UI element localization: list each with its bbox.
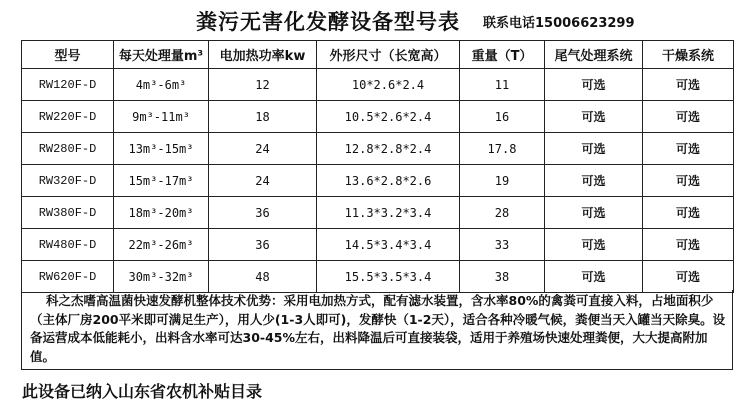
cell-heating-power: 12: [209, 69, 317, 101]
cell-daily-capacity: 30m³-32m³: [114, 261, 209, 293]
cell-drying-system: 可选: [643, 69, 734, 101]
table-row: [22, 197, 734, 229]
cell-model: RW120F-D: [22, 69, 114, 101]
cell-model: RW220F-D: [22, 101, 114, 133]
header-model: 型号: [22, 41, 114, 69]
cell-dimensions: 11.3*3.2*3.4: [317, 197, 460, 229]
cell-heating-power: 24: [209, 165, 317, 197]
cell-model: RW280F-D: [22, 133, 114, 165]
cell-model: RW320F-D: [22, 165, 114, 197]
cell-model: RW480F-D: [22, 229, 114, 261]
cell-drying-system: 可选: [643, 261, 734, 293]
table-row: [22, 261, 734, 293]
title-row: [0, 6, 750, 34]
cell-daily-capacity: 22m³-26m³: [114, 229, 209, 261]
cell-weight: 16: [460, 101, 545, 133]
cell-heating-power: 36: [209, 197, 317, 229]
cell-drying-system: 可选: [643, 229, 734, 261]
cell-exhaust-system: 可选: [545, 69, 643, 101]
cell-exhaust-system: 可选: [545, 229, 643, 261]
cell-heating-power: 18: [209, 101, 317, 133]
cell-dimensions: 12.8*2.8*2.4: [317, 133, 460, 165]
header-drying-system: 干燥系统: [643, 41, 734, 69]
cell-daily-capacity: 13m³-15m³: [114, 133, 209, 165]
cell-heating-power: 48: [209, 261, 317, 293]
cell-weight: 19: [460, 165, 545, 197]
cell-daily-capacity: 4m³-6m³: [114, 69, 209, 101]
cell-drying-system: 可选: [643, 165, 734, 197]
header-dimensions: 外形尺寸（长宽高）: [317, 41, 460, 69]
cell-daily-capacity: 18m³-20m³: [114, 197, 209, 229]
cell-exhaust-system: 可选: [545, 165, 643, 197]
table-row: [22, 133, 734, 165]
cell-daily-capacity: 15m³-17m³: [114, 165, 209, 197]
cell-exhaust-system: 可选: [545, 261, 643, 293]
table-row: [22, 229, 734, 261]
subsidy-note: 此设备已纳入山东省农机补贴目录: [22, 382, 263, 401]
cell-dimensions: 13.6*2.8*2.6: [317, 165, 460, 197]
header-exhaust-system: 尾气处理系统: [545, 41, 643, 69]
header-heating-power: 电加热功率kw: [209, 41, 317, 69]
cell-weight: 38: [460, 261, 545, 293]
cell-weight: 11: [460, 69, 545, 101]
table-row: [22, 69, 734, 101]
page-title: 粪污无害化发酵设备型号表: [196, 9, 460, 34]
technical-advantages-text: 科之杰嗜高温菌快速发酵机整体技术优势：采用电加热方式，配有滤水装置，含水率80%的禽粪可直接入料，占地面积少（主体厂房200平米即可满足生产），用人少(1-3人即可)，发酵快（1-2天），适合各种冷暖气候，粪便当天入罐当天除臭。设备运营成本低能耗小，出料含水率可达30-45%左右，出料降温后可直接装袋，适用于养殖场快速处理粪便，大大提高附加值。: [21, 290, 733, 370]
model-spec-table: [21, 40, 734, 293]
cell-drying-system: 可选: [643, 101, 734, 133]
cell-weight: 33: [460, 229, 545, 261]
cell-dimensions: 10*2.6*2.4: [317, 69, 460, 101]
cell-drying-system: 可选: [643, 133, 734, 165]
cell-model: RW380F-D: [22, 197, 114, 229]
cell-exhaust-system: 可选: [545, 197, 643, 229]
cell-dimensions: 14.5*3.4*3.4: [317, 229, 460, 261]
cell-daily-capacity: 9m³-11m³: [114, 101, 209, 133]
header-weight: 重量（T）: [460, 41, 545, 69]
cell-drying-system: 可选: [643, 197, 734, 229]
table-header-row: [22, 41, 734, 69]
cell-heating-power: 24: [209, 133, 317, 165]
cell-weight: 17.8: [460, 133, 545, 165]
contact-phone: 联系电话15006623299: [483, 16, 635, 31]
header-daily-capacity: 每天处理量m³: [114, 41, 209, 69]
cell-heating-power: 36: [209, 229, 317, 261]
table-row: [22, 101, 734, 133]
cell-dimensions: 15.5*3.5*3.4: [317, 261, 460, 293]
cell-dimensions: 10.5*2.6*2.4: [317, 101, 460, 133]
table-row: [22, 165, 734, 197]
cell-model: RW620F-D: [22, 261, 114, 293]
cell-weight: 28: [460, 197, 545, 229]
cell-exhaust-system: 可选: [545, 101, 643, 133]
cell-exhaust-system: 可选: [545, 133, 643, 165]
